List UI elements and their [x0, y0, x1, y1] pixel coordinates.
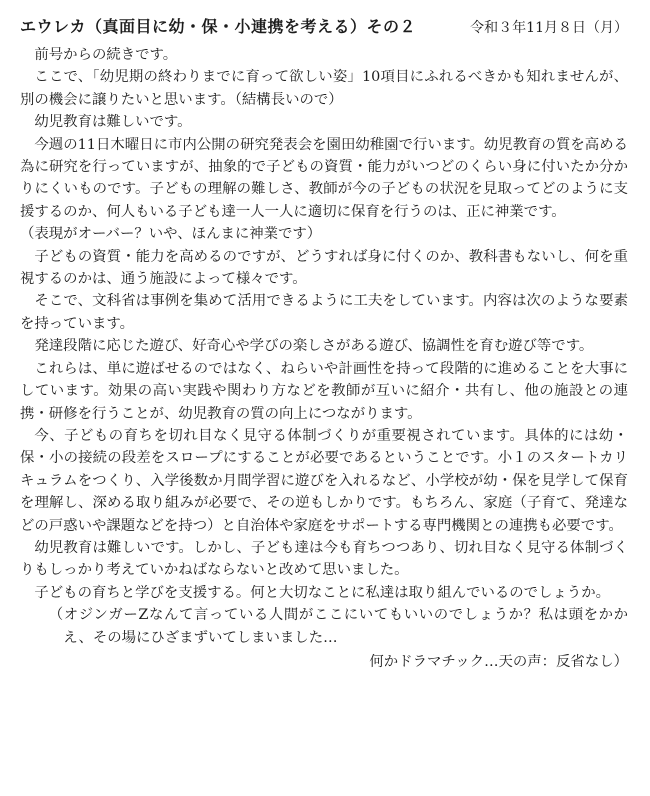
date: 令和３年11月８日（月） [470, 20, 628, 36]
paragraph: ここで、「幼児期の終わりまでに育って欲しい姿」10項目にふれるべきかも知れませんが、別の機会に譲りたいと思います。（結構長いので） [20, 69, 628, 108]
paragraph: 今週の11日木曜日に市内公開の研究発表会を園田幼稚園で行います。幼児教育の質を高める為に研究を行っていますが、抽象的で子どもの資質・能力がいつどのくらい身に付いたか分かりにくいものです。子どもの理解の難しさ、教師が今の子どもの状況を見取ってどのように支援するのか、何人もいる子ども達一人一人に適切に保育を行うのは、正に神業です。 [20, 136, 628, 220]
header [20, 14, 628, 38]
page-title: エウレカ（真面目に幼・保・小連携を考える）その２ [20, 17, 417, 36]
paragraph: 幼児教育は難しいです。 [34, 114, 192, 131]
paragraph: そこで、文科省は事例を集めて活用できるように工夫をしています。内容は次のような要素を持っています。 [20, 293, 628, 332]
paragraph: 子どもの育ちと学びを支援する。何と大切なことに私達は取り組んでいるのでしょうか。 [34, 584, 611, 601]
article-body [20, 44, 628, 673]
paragraph: 幼児教育は難しいです。しかし、子ども達は今も育ちつつあり、切れ目なく見守る体制づくりもしっかり考えていかねばならないと改めて思いました。 [20, 539, 628, 579]
paragraph: （表現がオーバー？いや、ほんまに神業です） [20, 226, 322, 243]
paragraph: （オジンガーZなんて言っている人間がここにいてもいいのでしょうか？私は頭をかかえ、その場にひざまずいてしまいました… [48, 607, 628, 646]
paragraph: 発達段階に応じた遊び、好奇心や学びの楽しさがある遊び、協調性を育む遊び等です。 [34, 338, 594, 355]
paragraph: これらは、単に遊ばせるのではなく、ねらいや計画性を持って段階的に進めることを大事にしています。効果の高い実践や関わり方などを教師が互いに紹介・共有し、他の施設との連携・研修を行うことが、幼児教育の質の向上につながります。 [20, 360, 628, 422]
paragraph: 前号からの続きです。 [34, 47, 178, 63]
paragraph: 子どもの資質・能力を高めるのですが、どうすれば身に付くのか、教科書もないし、何を重視するのかは、通う施設によって様々です。 [20, 248, 628, 288]
closing-line: 何かドラマチック…天の声：反省なし） [369, 653, 628, 670]
paragraph: 今、子どもの育ちを切れ目なく見守る体制づくりが重要視されています。具体的には幼・保・小の接続の段差をスロープにすることが必要であるということです。小１のスタートカリキュラムをつくり、入学後数か月間学習に遊びを入れるなど、小学校が幼・保を見学して保育を理解し、深める取り組みが必要で、その逆もしかりです。もちろん、家庭（子育て、発達などの戸惑いや課題などを持つ）と自治体や家庭をサポートする専門機関との連携も必要です。 [20, 427, 628, 534]
